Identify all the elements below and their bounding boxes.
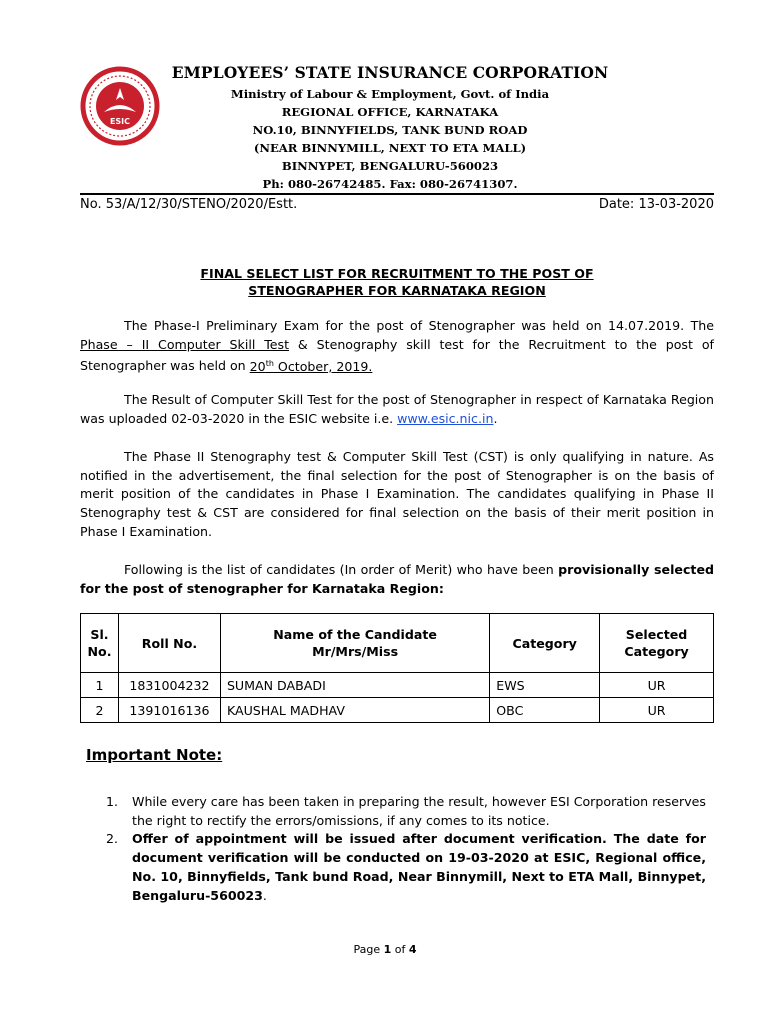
col-sl-no: Sl. No. <box>81 614 119 673</box>
paragraph-candidate-list-intro: Following is the list of candidates (In order of Merit) who have been provisionally selected for the post of stenographer for Karnataka Region: <box>80 562 714 596</box>
organization-name: EMPLOYEES’ STATE INSURANCE CORPORATION <box>171 63 609 82</box>
important-notes-list <box>106 793 706 905</box>
header-line-ministry: Ministry of Labour & Employment, Govt. of India <box>230 87 550 101</box>
header-line-landmark: (NEAR BINNYMILL, NEXT TO ETA MALL) <box>253 141 527 155</box>
header-line-city: BINNYPET, BENGALURU-560023 <box>281 159 499 173</box>
header-line-phone: Ph: 080-26742485. Fax: 080-26741307. <box>262 177 518 191</box>
cell-roll: 1391016136 <box>118 698 220 723</box>
header-line-office: REGIONAL OFFICE, KARNATAKA <box>281 105 499 119</box>
header-line-address: NO.10, BINNYFIELDS, TANK BUND ROAD <box>252 123 528 137</box>
document-title-line-2: STENOGRAPHER FOR KARNATAKA REGION <box>248 283 546 298</box>
phase-two-text: Phase – II Computer Skill Test <box>80 336 290 352</box>
col-candidate-name: Name of the Candidate Mr/Mrs/Miss <box>220 614 489 673</box>
list-item: 2. Offer of appointment will be issued after document verification. The date for document verification will be conducted on 19-03-2020 at ESIC, Regional office, No. 10, Binnyfields, Tank bund Road, Near Binnymill, Next to ETA Mall, Binnypet, Bengaluru-560023. <box>106 831 706 903</box>
table-row <box>81 698 714 723</box>
selected-candidates-table <box>80 613 714 723</box>
logo-text: ESIC <box>109 117 131 126</box>
reference-number: No. 53/A/12/30/STENO/2020/Estt. <box>80 197 298 212</box>
cell-name: SUMAN DABADI <box>220 673 489 698</box>
cell-roll: 1831004232 <box>118 673 220 698</box>
cell-selected: UR <box>600 698 714 723</box>
table-header-row <box>81 614 714 673</box>
paragraph-exam-dates: The Phase-I Preliminary Exam for the post of Stenographer was held on 14.07.2019. The Phase – II Computer Skill Test & Stenography skill test for the Recruitment to the post of Stenographer was held on 20th October, 2019. <box>80 318 714 374</box>
cell-name: KAUSHAL MADHAV <box>220 698 489 723</box>
reference-date: Date: 13-03-2020 <box>598 197 714 212</box>
paragraph-result-upload: The Result of Computer Skill Test for the post of Stenographer in respect of Karnataka Region was uploaded 02-03-2020 in the ESIC website i.e. www.esic.nic.in. <box>80 392 714 426</box>
esic-website-link[interactable]: www.esic.nic.in <box>397 410 494 426</box>
cell-category: OBC <box>490 698 600 723</box>
header-divider <box>80 193 714 195</box>
cell-sl: 1 <box>81 673 119 698</box>
important-note-heading: Important Note: <box>86 746 223 764</box>
test-date: 20th October, 2019. <box>249 358 373 374</box>
cell-category: EWS <box>490 673 600 698</box>
page-number: Page 1 of 4 <box>353 943 417 956</box>
col-category: Category <box>490 614 600 673</box>
list-item: 1. While every care has been taken in preparing the result, however ESI Corporation reserves the right to rectify the errors/omissions, if any comes to its notice. <box>106 794 706 828</box>
document-title-line-1: FINAL SELECT LIST FOR RECRUITMENT TO THE POST OF <box>200 266 594 281</box>
esic-logo <box>80 66 160 146</box>
cell-sl: 2 <box>81 698 119 723</box>
col-selected-category: Selected Category <box>600 614 714 673</box>
col-roll-no: Roll No. <box>118 614 220 673</box>
table-row <box>81 673 714 698</box>
paragraph-selection-basis: The Phase II Stenography test & Computer Skill Test (CST) is only qualifying in nature. As notified in the advertisement, the final selection for the post of Stenographer is on the basis of merit position of the candidates in Phase I Examination. The candidates qualifying in Phase II Stenography test & CST are considered for final selection on the basis of their merit position in Phase I Examination. <box>80 449 714 539</box>
cell-selected: UR <box>600 673 714 698</box>
